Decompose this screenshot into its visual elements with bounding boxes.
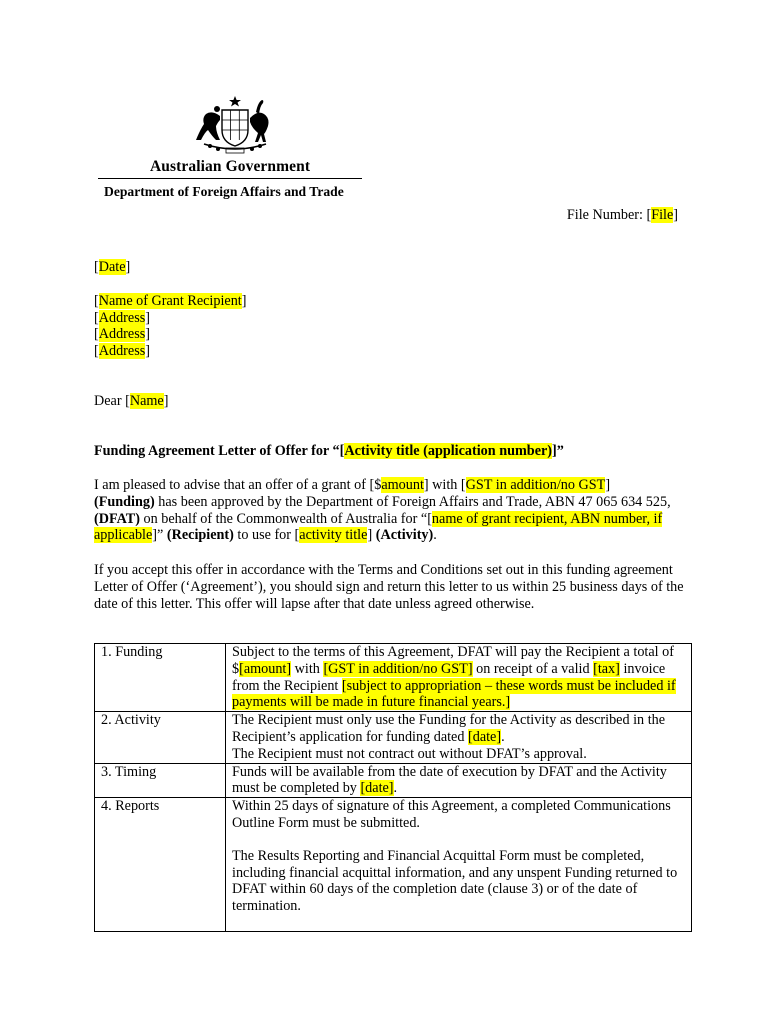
term-text-run: The Recipient must not contract out without DFAT’s approval.	[232, 745, 587, 762]
term-label: 3. Timing	[95, 763, 226, 798]
gst-field: [GST in addition/no GST]	[323, 660, 473, 677]
salutation-name-field: Name	[129, 393, 164, 409]
term-text-run: Within 25 days of signature of this Agreement, a completed Communications Outline Form must be submitted.	[232, 798, 671, 831]
term-text-run: .	[501, 728, 505, 745]
grant-recipient-field: name of grant recipient, ABN number, if applicable	[94, 510, 663, 544]
offer-text: ]	[605, 477, 611, 493]
amount-field: amount	[381, 477, 424, 493]
address-field: Address	[98, 343, 146, 359]
recipient-line: [Name of Grant Recipient]	[94, 293, 247, 309]
offer-text: to use for [	[233, 527, 300, 544]
term-text-run: Funds will be available from the date of execution by DFAT and the Activity must be completed by	[232, 763, 667, 797]
term-text	[226, 763, 692, 798]
term-text-run: The Recipient must only use the Funding for the Activity as described in the Recipient’s application for funding dated	[232, 712, 666, 745]
recipient-line: [Address]	[94, 310, 150, 326]
term-text	[226, 712, 692, 763]
offer-text: has been approved by the Department of Foreign Affairs and Trade, ABN 47 065 634 525,	[154, 493, 671, 510]
salutation	[94, 393, 168, 410]
header-rule	[98, 178, 362, 179]
date-field: [date]	[360, 780, 394, 797]
file-number	[567, 207, 678, 224]
term-text-run: Subject to the terms of this Agreement, DFAT will pay the Recipient a total of $	[232, 644, 674, 677]
date-field: Date	[98, 259, 126, 275]
address-field: Address	[98, 310, 146, 326]
offer-text: .	[433, 527, 437, 544]
recipient-line: [Address]	[94, 343, 150, 359]
offer-text: on behalf of the Commonwealth of Australia for “[	[139, 510, 432, 527]
dfat-term: (DFAT)	[94, 510, 140, 527]
table-row	[95, 798, 692, 932]
department-name: Department of Foreign Affairs and Trade	[104, 184, 344, 199]
coat-of-arms-logo	[192, 96, 278, 158]
term-text-run: The Results Reporting and Financial Acquittal Form must be completed, including financial acquittal information, and any unspent Funding returned to DFAT within 60 days of the completion date (clause 3) or of the date of termination.	[232, 847, 678, 915]
address-field: Address	[98, 326, 146, 342]
paragraph-gap	[232, 915, 687, 931]
activity-term: (Activity)	[375, 527, 434, 544]
recipient-line: [Address]	[94, 326, 150, 342]
term-label: 4. Reports	[95, 798, 226, 932]
amount-field: [amount]	[239, 660, 292, 677]
recipient-term: (Recipient)	[166, 527, 234, 544]
activity-title-field: Activity title (application number)	[344, 443, 553, 459]
file-number-field: File	[651, 207, 674, 223]
file-number-prefix: File Number: [	[566, 207, 652, 223]
paragraph-gap	[232, 832, 687, 848]
term-text-run: invoice from the Recipient	[232, 660, 666, 694]
table-row	[95, 712, 692, 763]
term-text-run: on receipt of a valid	[472, 660, 594, 677]
appropriation-field: [subject to appropriation – these words must be included if payments will be made in future financial years.]	[232, 677, 676, 711]
subject-prefix: Funding Agreement Letter of Offer for “[	[94, 443, 345, 459]
acceptance-paragraph: If you accept this offer in accordance with the Terms and Conditions set out in this funding agreement Letter of Offer (‘Agreement’), you should sign and return this letter to us within 25 business days of the date of this letter. This offer will lapse after that date unless agreed otherwise.	[94, 562, 684, 612]
term-label: 2. Activity	[95, 712, 226, 763]
offer-text: I am pleased to advise that an offer of a grant of [$	[94, 477, 382, 493]
offer-text: ]”	[152, 527, 167, 544]
file-number-suffix: ]	[673, 207, 678, 223]
term-text	[226, 798, 692, 932]
term-text-run: with	[291, 660, 324, 677]
tax-field: [tax]	[593, 660, 620, 677]
activity-field: activity title	[299, 527, 368, 544]
offer-paragraph	[94, 477, 684, 544]
date-field: [date]	[468, 728, 502, 745]
government-name: Australian Government	[150, 158, 311, 175]
table-row	[95, 763, 692, 798]
offer-text: ] with [	[423, 477, 466, 493]
recipient-name-field: Name of Grant Recipient	[98, 293, 242, 309]
salutation-suffix: ]	[163, 393, 169, 409]
gst-field: GST in addition/no GST	[465, 477, 606, 493]
terms-table	[94, 643, 692, 932]
term-text-run: .	[393, 780, 398, 797]
table-row	[95, 644, 692, 712]
term-text	[226, 644, 692, 712]
letter-subject	[94, 443, 564, 460]
letter-date: [Date]	[94, 259, 131, 275]
term-label: 1. Funding	[95, 644, 226, 712]
subject-suffix: ]”	[552, 443, 564, 459]
funding-term: (Funding)	[94, 493, 155, 510]
offer-text: ]	[367, 527, 376, 544]
salutation-prefix: Dear [	[94, 393, 130, 409]
